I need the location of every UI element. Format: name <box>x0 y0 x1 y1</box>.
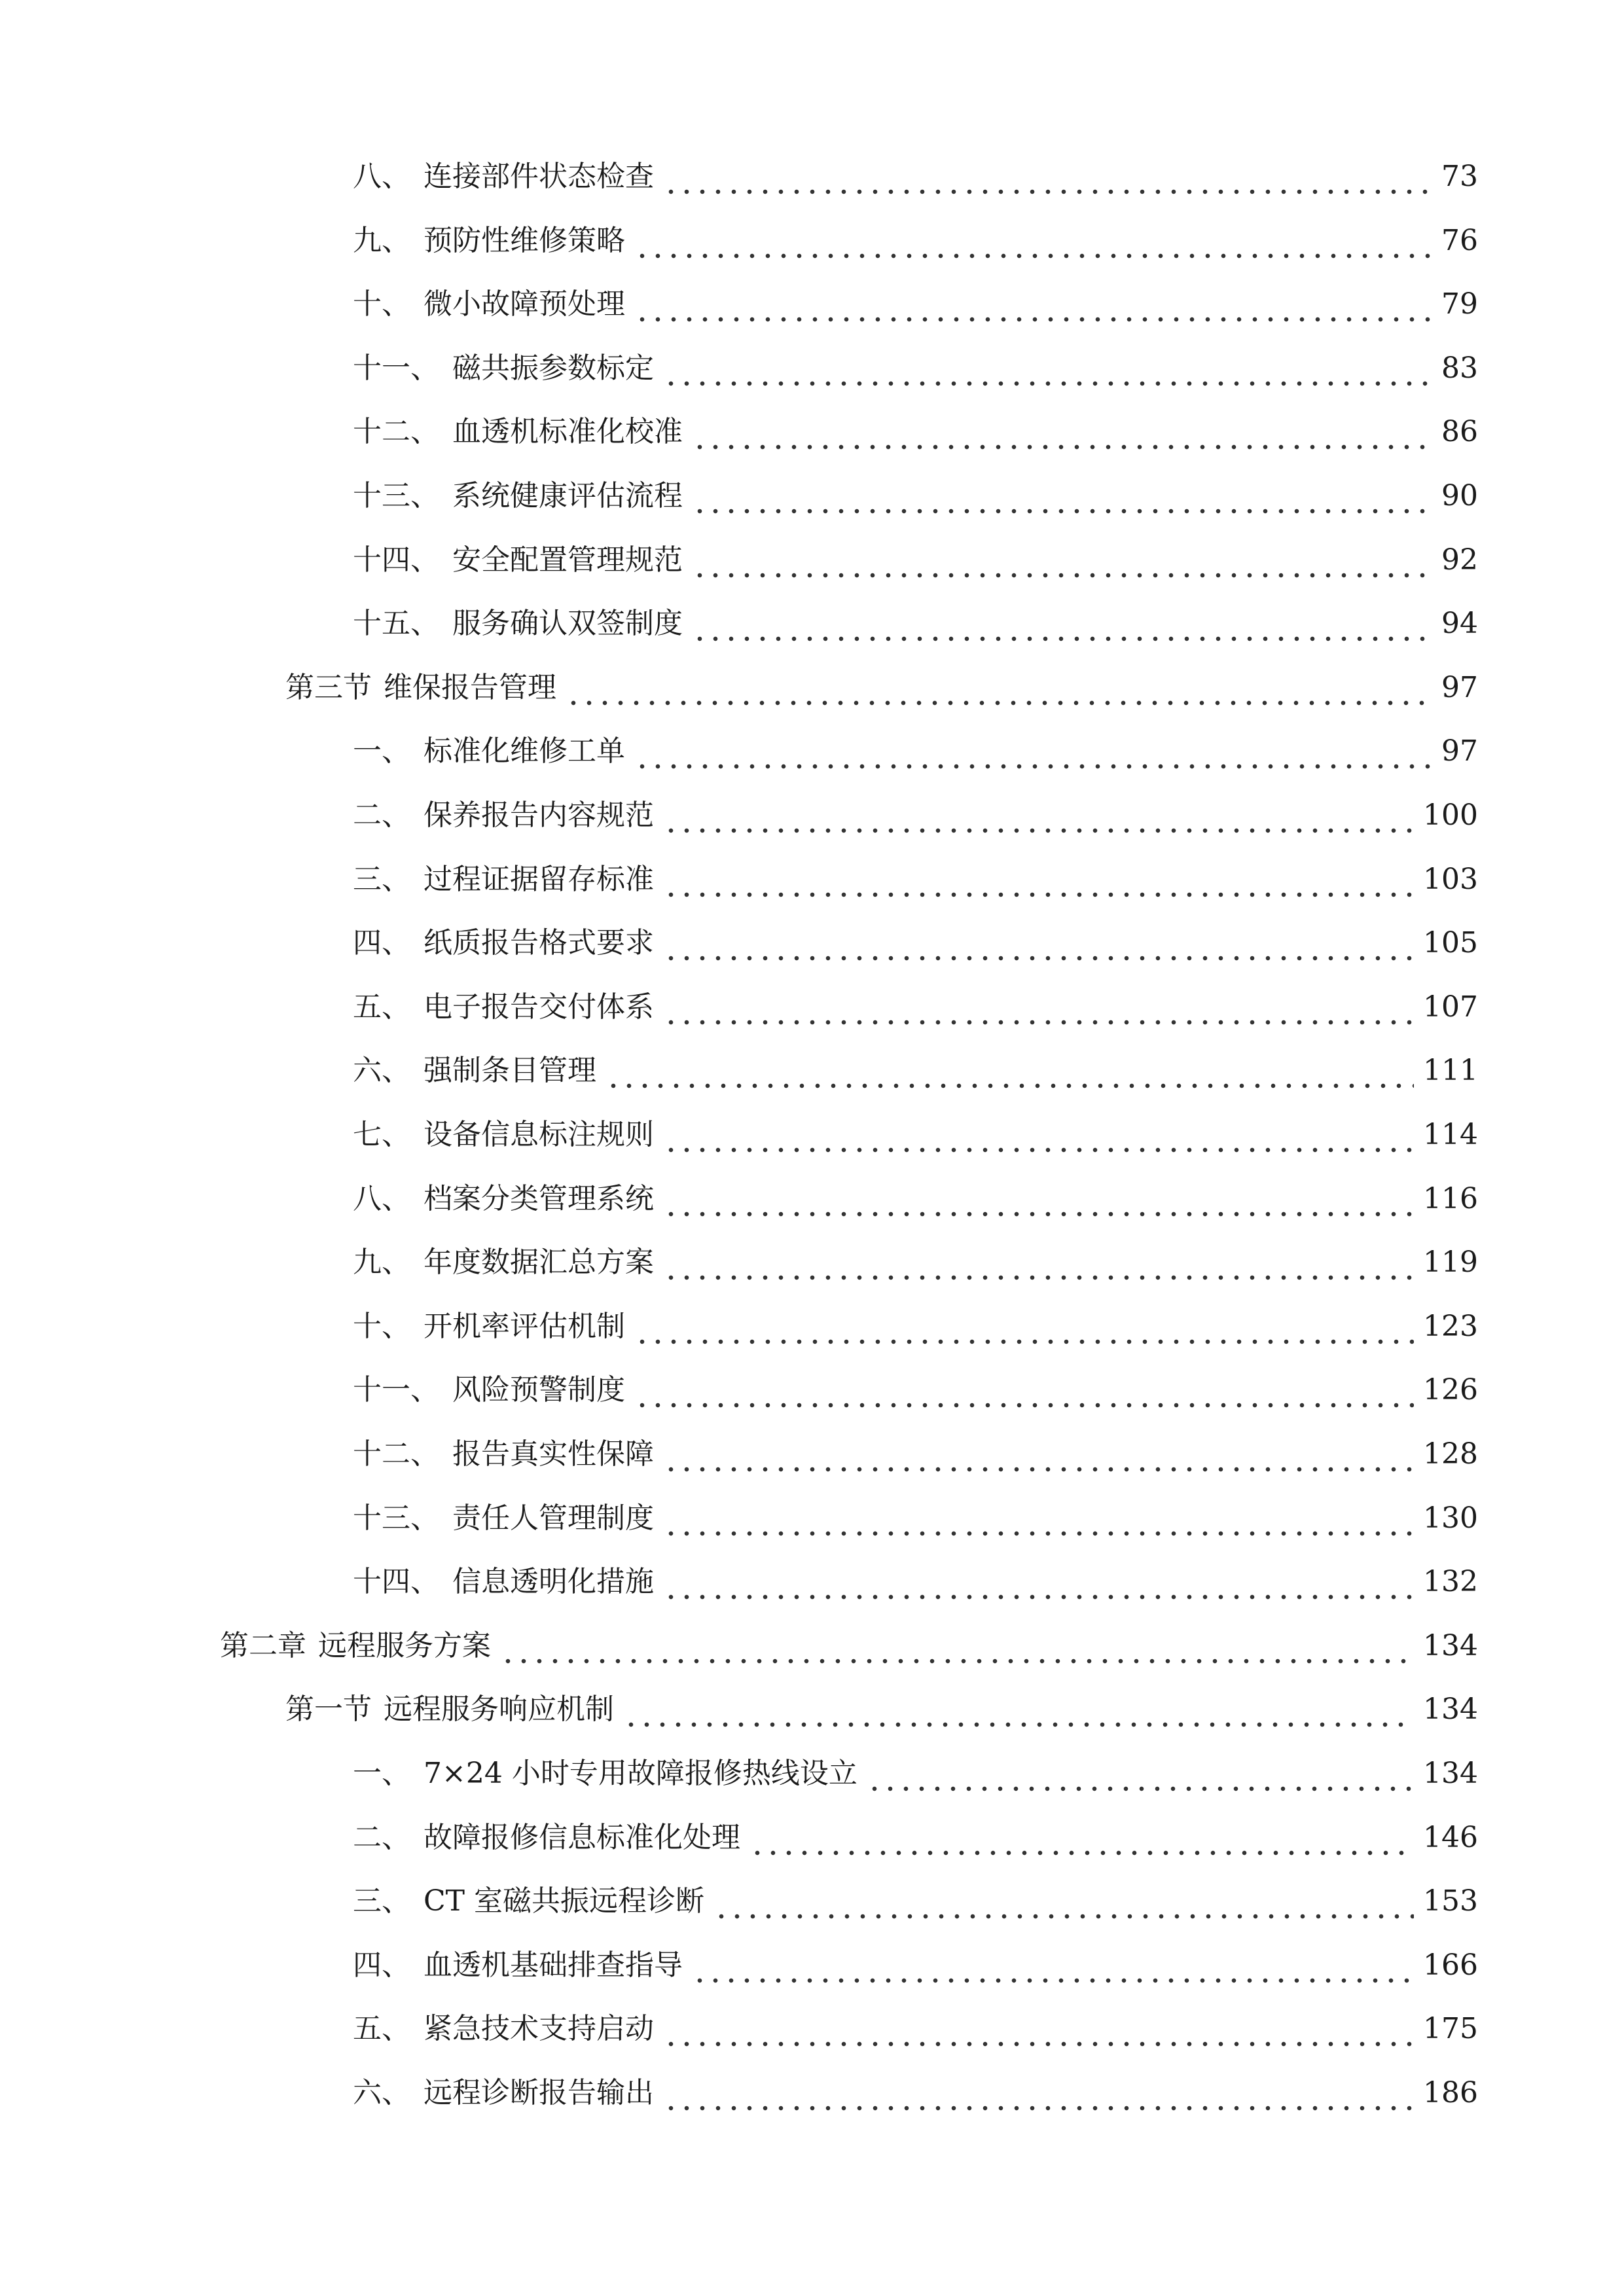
toc-entry-page-number: 103 <box>1423 863 1478 896</box>
toc-entry-content <box>353 783 1478 848</box>
toc-entry-page-number: 114 <box>1423 1118 1478 1151</box>
toc-entry[interactable] <box>0 209 1624 273</box>
toc-entry-page-number: 126 <box>1423 1373 1478 1407</box>
toc-entry-title: 远程服务响应机制 <box>384 1693 614 1726</box>
toc-entry-content <box>353 592 1478 656</box>
toc-entry-page-number: 175 <box>1423 2012 1478 2045</box>
toc-entry[interactable] <box>0 400 1624 464</box>
toc-entry-page-number: 132 <box>1423 1565 1478 1598</box>
toc-entry-title: 安全配置管理规范 <box>452 543 683 577</box>
toc-entry-title: CT 室磁共振远程诊断 <box>424 1884 704 1918</box>
toc-entry[interactable] <box>0 336 1624 401</box>
toc-entry-title: 紧急技术支持启动 <box>424 2012 654 2045</box>
toc-entry[interactable] <box>0 1486 1624 1551</box>
toc-entry-content <box>285 1677 1478 1742</box>
toc-entry-title: 预防性维修策略 <box>424 224 625 257</box>
toc-entry-number: 九、 <box>353 224 410 257</box>
dot-leader <box>623 1677 1414 1742</box>
toc-entry-number: 十一、 <box>353 1373 439 1407</box>
dot-leader <box>663 783 1414 848</box>
toc-entry-number: 十、 <box>353 287 410 321</box>
toc-entry[interactable] <box>0 1742 1624 1806</box>
dot-leader <box>566 656 1432 720</box>
toc-entry[interactable] <box>0 145 1624 209</box>
toc-entry[interactable] <box>0 1103 1624 1167</box>
toc-entry-number: 十二、 <box>353 1437 439 1471</box>
toc-entry-title: 过程证据留存标准 <box>424 863 654 896</box>
dot-leader <box>663 1997 1414 2061</box>
toc-entry-title: 信息透明化措施 <box>452 1565 654 1598</box>
toc-entry-number: 十三、 <box>353 1501 439 1535</box>
toc-entry-number: 第二章 <box>220 1629 306 1662</box>
toc-entry-number: 七、 <box>353 1118 410 1151</box>
toc-entry-content <box>353 1742 1478 1806</box>
toc-entry-content <box>353 272 1478 336</box>
dot-leader <box>749 1806 1414 1870</box>
toc-entry-page-number: 134 <box>1423 1629 1478 1662</box>
toc-entry-number: 三、 <box>353 1884 410 1918</box>
toc-entry-content <box>353 719 1478 783</box>
toc-entry[interactable] <box>0 848 1624 912</box>
dot-leader <box>663 911 1414 975</box>
dot-leader <box>663 2061 1414 2125</box>
toc-entry-page-number: 130 <box>1423 1501 1478 1535</box>
toc-entry-content <box>353 848 1478 912</box>
toc-entry-number: 一、 <box>353 1757 410 1790</box>
toc-entry-title: 维保报告管理 <box>384 671 556 704</box>
toc-entry-title: 故障报修信息标准化处理 <box>424 1821 740 1854</box>
toc-entry-title: 血透机标准化校准 <box>452 415 683 448</box>
toc-entry[interactable] <box>0 783 1624 848</box>
dot-leader <box>692 528 1432 592</box>
dot-leader <box>692 592 1432 656</box>
toc-entry-number: 八、 <box>353 1182 410 1215</box>
dot-leader <box>500 1614 1414 1678</box>
toc-entry[interactable] <box>0 1933 1624 1998</box>
toc-entry[interactable] <box>0 1806 1624 1870</box>
toc-entry-title: 微小故障预处理 <box>424 287 625 321</box>
toc-entry-title: 远程诊断报告输出 <box>424 2076 654 2109</box>
dot-leader <box>663 1103 1414 1167</box>
dot-leader <box>663 1422 1414 1486</box>
toc-entry-content <box>353 1806 1478 1870</box>
toc-entry-content <box>353 1997 1478 2061</box>
toc-entry-number: 五、 <box>353 2012 410 2045</box>
dot-leader <box>663 1486 1414 1551</box>
toc-entry-number: 十四、 <box>353 543 439 577</box>
toc-entry-title: 开机率评估机制 <box>424 1310 625 1343</box>
toc-entry[interactable] <box>0 592 1624 656</box>
toc-entry-number: 六、 <box>353 1054 410 1087</box>
toc-entry-page-number: 97 <box>1441 671 1478 704</box>
toc-entry-title: 设备信息标注规则 <box>424 1118 654 1151</box>
toc-entry-page-number: 134 <box>1423 1693 1478 1726</box>
toc-entry-content <box>353 400 1478 464</box>
dot-leader <box>713 1869 1414 1933</box>
toc-entry[interactable] <box>0 272 1624 336</box>
toc-entry[interactable] <box>0 1550 1624 1614</box>
dot-leader <box>867 1742 1414 1806</box>
toc-entry-title: 责任人管理制度 <box>452 1501 654 1535</box>
toc-entry-page-number: 107 <box>1423 990 1478 1024</box>
toc-entry-page-number: 123 <box>1423 1310 1478 1343</box>
toc-entry-number: 十二、 <box>353 415 439 448</box>
toc-entry-content <box>353 1933 1478 1998</box>
toc-entry-page-number: 153 <box>1423 1884 1478 1918</box>
toc-entry-content <box>353 1550 1478 1614</box>
toc-entry-number: 十五、 <box>353 607 439 640</box>
toc-entry-content <box>285 656 1478 720</box>
toc-entry[interactable] <box>0 1358 1624 1422</box>
toc-entry[interactable] <box>0 719 1624 783</box>
toc-entry-number: 八、 <box>353 160 410 193</box>
dot-leader <box>634 719 1432 783</box>
dot-leader <box>663 336 1432 401</box>
dot-leader <box>634 209 1432 273</box>
toc-entry[interactable] <box>0 1422 1624 1486</box>
toc-entry[interactable] <box>0 911 1624 975</box>
toc-entry-title: 远程服务方案 <box>318 1629 491 1662</box>
toc-entry-page-number: 111 <box>1423 1054 1478 1087</box>
toc-entry-page-number: 119 <box>1423 1246 1478 1279</box>
toc-entry-number: 十一、 <box>353 351 439 385</box>
toc-entry-title: 纸质报告格式要求 <box>424 926 654 960</box>
toc-entry[interactable] <box>0 1869 1624 1933</box>
toc-entry-content <box>353 1103 1478 1167</box>
toc-entry-content <box>353 1295 1478 1359</box>
toc-entry-content <box>353 209 1478 273</box>
toc-entry[interactable] <box>0 528 1624 592</box>
toc-entry-page-number: 97 <box>1441 734 1478 768</box>
toc-entry-number: 第三节 <box>285 671 372 704</box>
toc-entry-number: 一、 <box>353 734 410 768</box>
toc-entry[interactable] <box>0 656 1624 720</box>
toc-entry[interactable] <box>0 1039 1624 1103</box>
toc-entry-content <box>220 1614 1478 1678</box>
toc-entry[interactable] <box>0 1677 1624 1742</box>
toc-entry-page-number: 134 <box>1423 1757 1478 1790</box>
toc-entry-page-number: 86 <box>1441 415 1478 448</box>
toc-entry-page-number: 94 <box>1441 607 1478 640</box>
toc-entry-number: 十四、 <box>353 1565 439 1598</box>
toc-entry-title: 电子报告交付体系 <box>424 990 654 1024</box>
dot-leader <box>634 1295 1414 1359</box>
dot-leader <box>692 464 1432 528</box>
toc-entry-title: 档案分类管理系统 <box>424 1182 654 1215</box>
toc-entry[interactable] <box>0 1167 1624 1231</box>
toc-entry-content <box>353 2061 1478 2125</box>
toc-entry[interactable] <box>0 1997 1624 2061</box>
toc-entry-number: 三、 <box>353 863 410 896</box>
toc-entry-number: 二、 <box>353 798 410 832</box>
toc-entry-page-number: 116 <box>1423 1182 1478 1215</box>
toc-entry[interactable] <box>0 1295 1624 1359</box>
dot-leader <box>663 145 1432 209</box>
toc-entry-number: 十、 <box>353 1310 410 1343</box>
toc-entry-content <box>353 1422 1478 1486</box>
toc-entry-number: 第一节 <box>285 1693 372 1726</box>
dot-leader <box>663 1550 1414 1614</box>
toc-entry-title: 连接部件状态检查 <box>424 160 654 193</box>
toc-entry-title: 磁共振参数标定 <box>452 351 654 385</box>
toc-entry-number: 九、 <box>353 1246 410 1279</box>
toc-entry-content <box>353 145 1478 209</box>
toc-entry-title: 系统健康评估流程 <box>452 479 683 512</box>
toc-entry-page-number: 73 <box>1441 160 1478 193</box>
toc-entry-number: 五、 <box>353 990 410 1024</box>
toc-entry[interactable] <box>0 2061 1624 2125</box>
toc-entry-content <box>353 464 1478 528</box>
dot-leader <box>605 1039 1414 1103</box>
toc-entry-title: 报告真实性保障 <box>452 1437 654 1471</box>
toc-entry[interactable] <box>0 1614 1624 1678</box>
toc-entry[interactable] <box>0 975 1624 1039</box>
toc-entry-number: 四、 <box>353 1948 410 1982</box>
toc-entry-page-number: 83 <box>1441 351 1478 385</box>
toc-entry-title: 年度数据汇总方案 <box>424 1246 654 1279</box>
toc-entry-page-number: 146 <box>1423 1821 1478 1854</box>
toc-entry[interactable] <box>0 1230 1624 1295</box>
toc-entry-page-number: 128 <box>1423 1437 1478 1471</box>
toc-entry-page-number: 105 <box>1423 926 1478 960</box>
toc-entry-page-number: 186 <box>1423 2076 1478 2109</box>
toc-entry-title: 服务确认双签制度 <box>452 607 683 640</box>
toc-entry-content <box>353 1167 1478 1231</box>
dot-leader <box>663 1230 1414 1295</box>
toc-entry-number: 四、 <box>353 926 410 960</box>
toc-entry-page-number: 92 <box>1441 543 1478 577</box>
dot-leader <box>663 848 1414 912</box>
toc-entry-title: 保养报告内容规范 <box>424 798 654 832</box>
dot-leader <box>692 400 1432 464</box>
dot-leader <box>663 975 1414 1039</box>
toc-entry-title: 7×24 小时专用故障报修热线设立 <box>424 1757 857 1790</box>
toc-entry-content <box>353 911 1478 975</box>
toc-entry-number: 六、 <box>353 2076 410 2109</box>
toc-entry-content <box>353 336 1478 401</box>
toc-entry-content <box>353 528 1478 592</box>
toc-entry-title: 血透机基础排查指导 <box>424 1948 683 1982</box>
toc-entry-page-number: 76 <box>1441 224 1478 257</box>
toc-entry-page-number: 79 <box>1441 287 1478 321</box>
dot-leader <box>663 1167 1414 1231</box>
toc-entry-content <box>353 1358 1478 1422</box>
toc-entry-title: 标准化维修工单 <box>424 734 625 768</box>
toc-entry-content <box>353 1230 1478 1295</box>
toc-entry-title: 风险预警制度 <box>452 1373 625 1407</box>
toc-entry-title: 强制条目管理 <box>424 1054 596 1087</box>
toc-entry-content <box>353 975 1478 1039</box>
dot-leader <box>692 1933 1414 1998</box>
toc-entry-content <box>353 1039 1478 1103</box>
toc-entry-page-number: 166 <box>1423 1948 1478 1982</box>
toc-entry-number: 十三、 <box>353 479 439 512</box>
toc-entry-number: 二、 <box>353 1821 410 1854</box>
toc-entry-page-number: 100 <box>1423 798 1478 832</box>
toc-entry-content <box>353 1869 1478 1933</box>
toc-entry[interactable] <box>0 464 1624 528</box>
dot-leader <box>634 1358 1414 1422</box>
toc-entry-page-number: 90 <box>1441 479 1478 512</box>
toc-entry-content <box>353 1486 1478 1551</box>
dot-leader <box>634 272 1432 336</box>
